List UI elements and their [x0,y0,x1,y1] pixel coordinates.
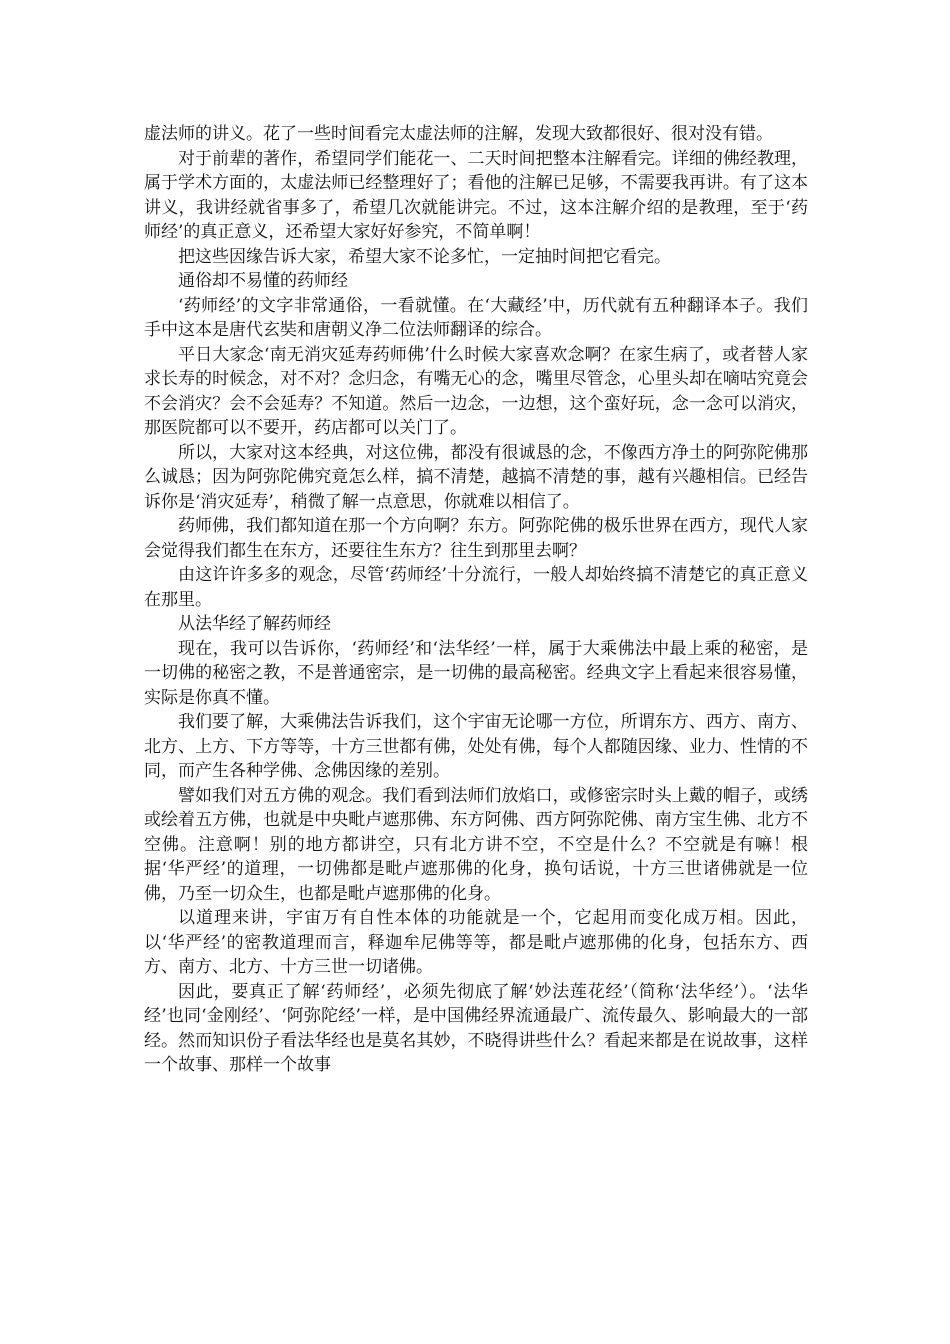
paragraph: 譬如我们对五方佛的观念。我们看到法师们放焰口，或修密宗时头上戴的帽子，或绣或绘着五方佛，也就是中央毗卢遮那佛、东方阿佛、西方阿弥陀佛、南方宝生佛、北方不空佛。注意啊！别的地方都讲空，只有北方讲不空，不空是什么？不空就是有嘛！根据‘华严经’的道理，一切佛都是毗卢遮那佛的化身，换句话说，十方三世诸佛就是一位佛，乃至一切众生，也都是毗卢遮那佛的化身。 [144,785,808,904]
paragraph: 药师佛，我们都知道在那一个方向啊？东方。阿弥陀佛的极乐世界在西方，现代人家会觉得我们都生在东方，还要往生东方？往生到那里去啊？ [144,516,808,561]
section-heading: 从法华经了解药师经 [178,614,331,634]
paragraph: 以道理来讲，宇宙万有自性本体的功能就是一个，它起用而变化成万相。因此，以‘华严经’的密教道理而言，释迦牟尼佛等等，都是毗卢遮那佛的化身，包括东方、西方、南方、北方、十方三世一切诸佛。 [144,908,808,977]
paragraph: 对于前辈的著作，希望同学们能花一、二天时间把整本注解看完。详细的佛经教理，属于学术方面的，太虚法师已经整理好了；看他的注解已足够，不需要我再讲。有了这本讲义，我讲经就省事多了，希望几次就能讲完。不过，这本注解介绍的是教理，至于‘药师经’的真正意义，还希望大家好好参究，不简单啊！ [144,148,808,242]
paragraph: 我们要了解，大乘佛法告诉我们，这个宇宙无论哪一方位，所谓东方、西方、南方、北方、上方、下方等等，十方三世都有佛，处处有佛，每个人都随因缘、业力、性情的不同，而产生各种学佛、念佛因缘的差别。 [144,712,808,781]
paragraph: 由这许许多多的观念，尽管‘药师经’十分流行，一般人却始终搞不清楚它的真正意义在那里。 [144,565,808,610]
paragraph: 平日大家念‘南无消灾延寿药师佛’什么时候大家喜欢念啊？在家生病了，或者替人家求长寿的时候念，对不对？念归念，有嘴无心的念，嘴里尽管念，心里头却在嘀咕究竟会不会消灾？会不会延寿？不知道。然后一边念，一边想，这个蛮好玩，念一念可以消灾，那医院都可以不要开，药店都可以关门了。 [144,344,808,438]
paragraph: 因此，要真正了解‘药师经’，必须先彻底了解‘妙法莲花经’（简称‘法华经’）。‘法华经’也同‘金刚经’、‘阿弥陀经’一样，是中国佛经界流通最广、流传最久、影响最大的一部经。然而知识份子看法华经也是莫名其妙，不晓得讲些什么？看起来都是在说故事，这样一个故事、那样一个故事 [144,981,808,1075]
paragraph: 所以，大家对这本经典，对这位佛，都没有很诚恳的念，不像西方净土的阿弥陀佛那么诚恳；因为阿弥陀佛究竟怎么样，搞不清楚，越搞不清楚的事，越有兴趣相信。已经告诉你是‘消灾延寿’，稍微了解一点意思，你就难以相信了。 [144,442,808,512]
paragraph: 现在，我可以告诉你，‘药师经’和‘法华经’一样，属于大乘佛法中最上乘的秘密，是一切佛的秘密之教，不是普通密宗，是一切佛的最高秘密。经典文字上看起来很容易懂，实际是你真不懂。 [144,638,808,708]
paragraph: 把这些因缘告诉大家，希望大家不论多忙，一定抽时间把它看完。 [178,246,671,267]
document-page [144,122,808,1078]
section-heading: 通俗却不易懂的药师经 [178,271,348,291]
paragraph: 虚法师的讲义。花了一些时间看完太虚法师的注解，发现大致都很好、很对没有错。 [144,124,773,144]
paragraph: ‘药师经’的文字非常通俗，一看就懂。在‘大藏经’中，历代就有五种翻译本子。我们手中这本是唐代玄奘和唐朝义净二位法师翻译的综合。 [144,295,808,340]
